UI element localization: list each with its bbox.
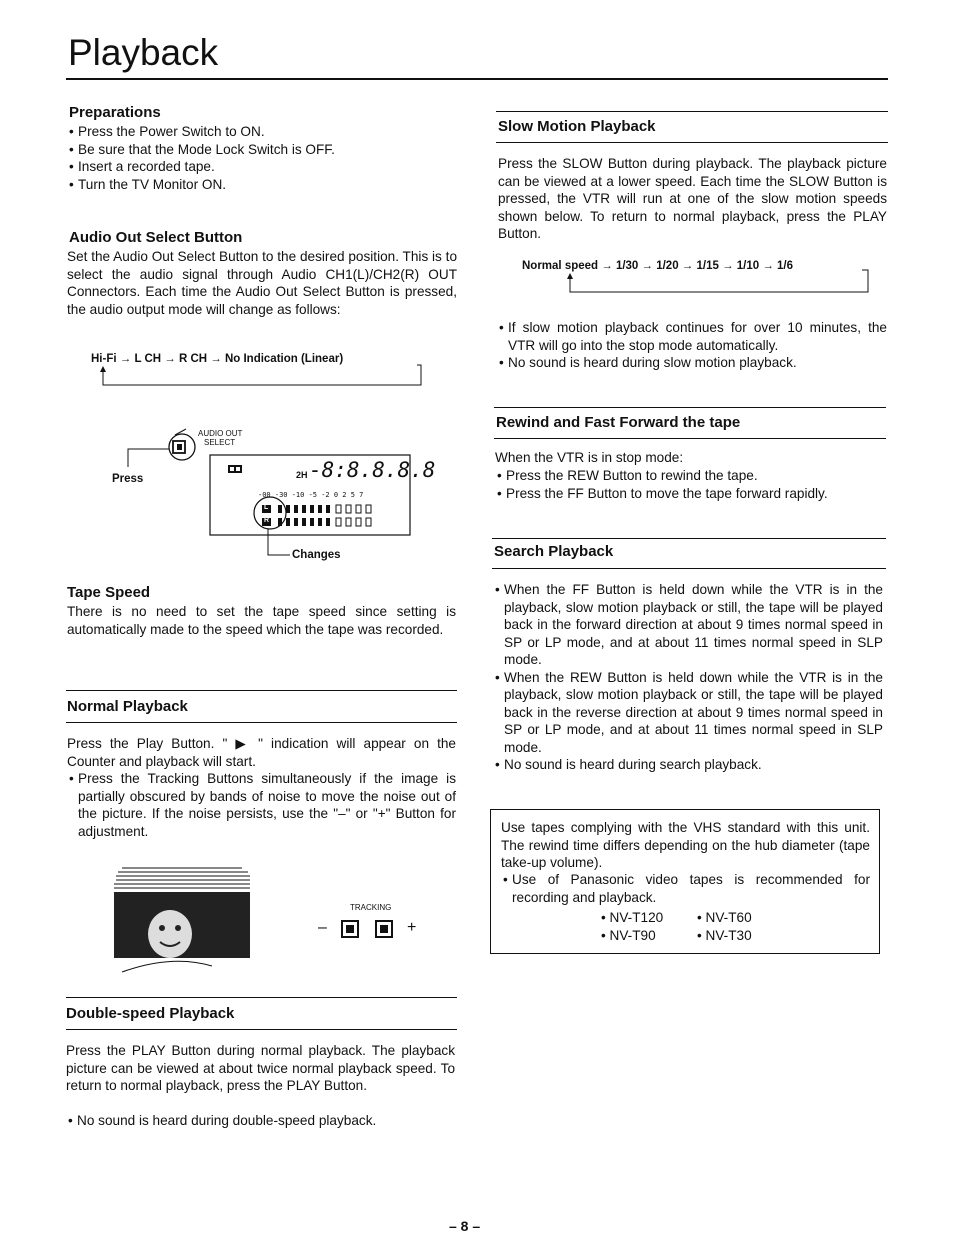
double-speed-top-rule: [66, 997, 457, 998]
page-title: Playback: [68, 32, 219, 73]
list-item: • Turn the TV Monitor ON.: [67, 176, 457, 194]
normal-playback-text: Press the Play Button. " ▶ " indication will appear on the Counter and playback will start.: [67, 736, 456, 769]
tape-model: • NV-T30: [697, 928, 752, 943]
normal-playback-bottom-rule: [66, 722, 457, 723]
search-bottom-rule: [492, 568, 886, 569]
audio-sequence-loop-arrow: [95, 355, 425, 389]
list-item: • Press the REW Button to rewind the tape.: [495, 467, 885, 485]
rewind-heading: Rewind and Fast Forward the tape: [496, 414, 741, 431]
slow-motion-text: Press the SLOW Button during playback. The playback picture can be viewed at a lower speed. Each time the SLOW Button is pressed, the VTR will run at one of the slow motion speeds shown below. To return to normal playback, press the PLAY Button.: [498, 156, 887, 241]
slow-speed-sequence: Normal speed → 1/30 → 1/20 → 1/15 → 1/10 → 1/6: [522, 260, 794, 272]
tape-model: • NV-T90: [601, 928, 656, 943]
list-item: • Insert a recorded tape.: [67, 158, 457, 176]
audio-out-text: Set the Audio Out Select Button to the desired position. This is to select the audio signal through Audio CH1(L)/CH2(R) OUT Connectors. Each time the Audio Out Select Button is pressed, the audio output mode will change as follows:: [67, 249, 457, 317]
tape-note-list: [501, 871, 870, 906]
audio-out-label: AUDIO OUT: [198, 429, 243, 438]
page-number: – 8 –: [449, 1218, 481, 1234]
title-rule: [66, 78, 888, 80]
tracking-minus: –: [318, 919, 327, 936]
list-item: • Press the Tracking Buttons simultaneously if the image is partially obscured by bands of noise to move the noise out of the picture. If the noise persists, use the "–" or "+" Button for adjustment.: [67, 770, 456, 840]
slow-motion-list: [497, 319, 887, 372]
list-item: • If slow motion playback continues for over 10 minutes, the VTR will go into the stop mode automatically.: [497, 319, 887, 354]
tape-model: • NV-T60: [697, 910, 752, 925]
meter-scale: -00 -30 -10 -5 -2 0 2 5 7: [258, 491, 364, 499]
rewind-text: When the VTR is in stop mode:: [495, 450, 684, 465]
slow-motion-bottom-rule: [496, 142, 888, 143]
slow-motion-top-rule: [496, 111, 888, 112]
list-item: • When the FF Button is held down while the VTR is in the playback, slow motion playback or still, the tape will be played back in the forward direction at about 9 times normal speed in SP or LP mode, and at about 11 times normal speed in SLP mode.: [493, 581, 883, 669]
tracking-plus: +: [407, 919, 417, 936]
tape-model: • NV-T120: [601, 910, 664, 925]
list-item: • No sound is heard during search playback.: [493, 756, 883, 774]
list-item: • Use of Panasonic video tapes is recommended for recording and playback.: [501, 871, 870, 906]
tape-speed-heading: Tape Speed: [67, 584, 151, 601]
search-list: [493, 581, 883, 774]
channel-l-label: L: [264, 504, 269, 511]
preparations-heading: Preparations: [69, 104, 161, 121]
search-heading: Search Playback: [494, 543, 614, 560]
double-speed-text: Press the PLAY Button during normal playback. The playback picture can be viewed at about twice normal playback speed. To return to normal playback, press the PLAY Button.: [66, 1043, 455, 1093]
list-item: • Press the Power Switch to ON.: [67, 123, 457, 141]
normal-playback-top-rule: [66, 690, 457, 691]
list-item: • No sound is heard during double-speed playback.: [66, 1112, 455, 1130]
tv-noise-picture: [112, 862, 252, 974]
list-item: • Press the FF Button to move the tape forward rapidly.: [495, 485, 885, 503]
tracking-label: TRACKING: [350, 903, 392, 912]
audio-mode-sequence: Hi-Fi → L CH → R CH → No Indication (Linear): [91, 353, 344, 365]
tape-speed-text: There is no need to set the tape speed since setting is automatically made to the speed which the tape was recorded.: [67, 604, 456, 637]
tracking-buttons: [338, 918, 404, 940]
tape-note-box: [490, 809, 880, 954]
press-label: Press: [112, 473, 144, 485]
display-prefix: 2H: [296, 470, 308, 480]
double-speed-heading: Double-speed Playback: [66, 1005, 235, 1022]
rewind-top-rule: [494, 407, 886, 408]
changes-label: Changes: [292, 549, 341, 561]
list-item: • Be sure that the Mode Lock Switch is OFF.: [67, 141, 457, 159]
preparations-list: [67, 123, 457, 193]
search-top-rule: [492, 538, 886, 539]
audio-out-heading: Audio Out Select Button: [69, 229, 243, 246]
slow-sequence-loop-arrow: [560, 262, 880, 296]
tape-note-text: Use tapes complying with the VHS standard with this unit. The rewind time differs depending on the hub diameter (tape take-up volume).: [501, 820, 870, 870]
slow-motion-heading: Slow Motion Playback: [498, 118, 656, 135]
counter-display: -8:8.8.8.8: [309, 458, 436, 482]
double-speed-list: [66, 1112, 455, 1130]
list-item: • When the REW Button is held down while the VTR is in the playback, slow motion playback or still, the tape will be played back in the reverse direction at about 9 times normal speed in SP or LP mode, and at about 11 times normal speed in SLP mode.: [493, 669, 883, 757]
select-label: SELECT: [204, 438, 236, 447]
normal-playback-heading: Normal Playback: [67, 698, 188, 715]
normal-playback-list: [67, 770, 456, 840]
channel-r-label: R: [264, 517, 270, 524]
double-speed-bottom-rule: [66, 1029, 457, 1030]
list-item: • No sound is heard during slow motion playback.: [497, 354, 887, 372]
rewind-list: [495, 467, 885, 502]
rewind-bottom-rule: [494, 438, 886, 439]
